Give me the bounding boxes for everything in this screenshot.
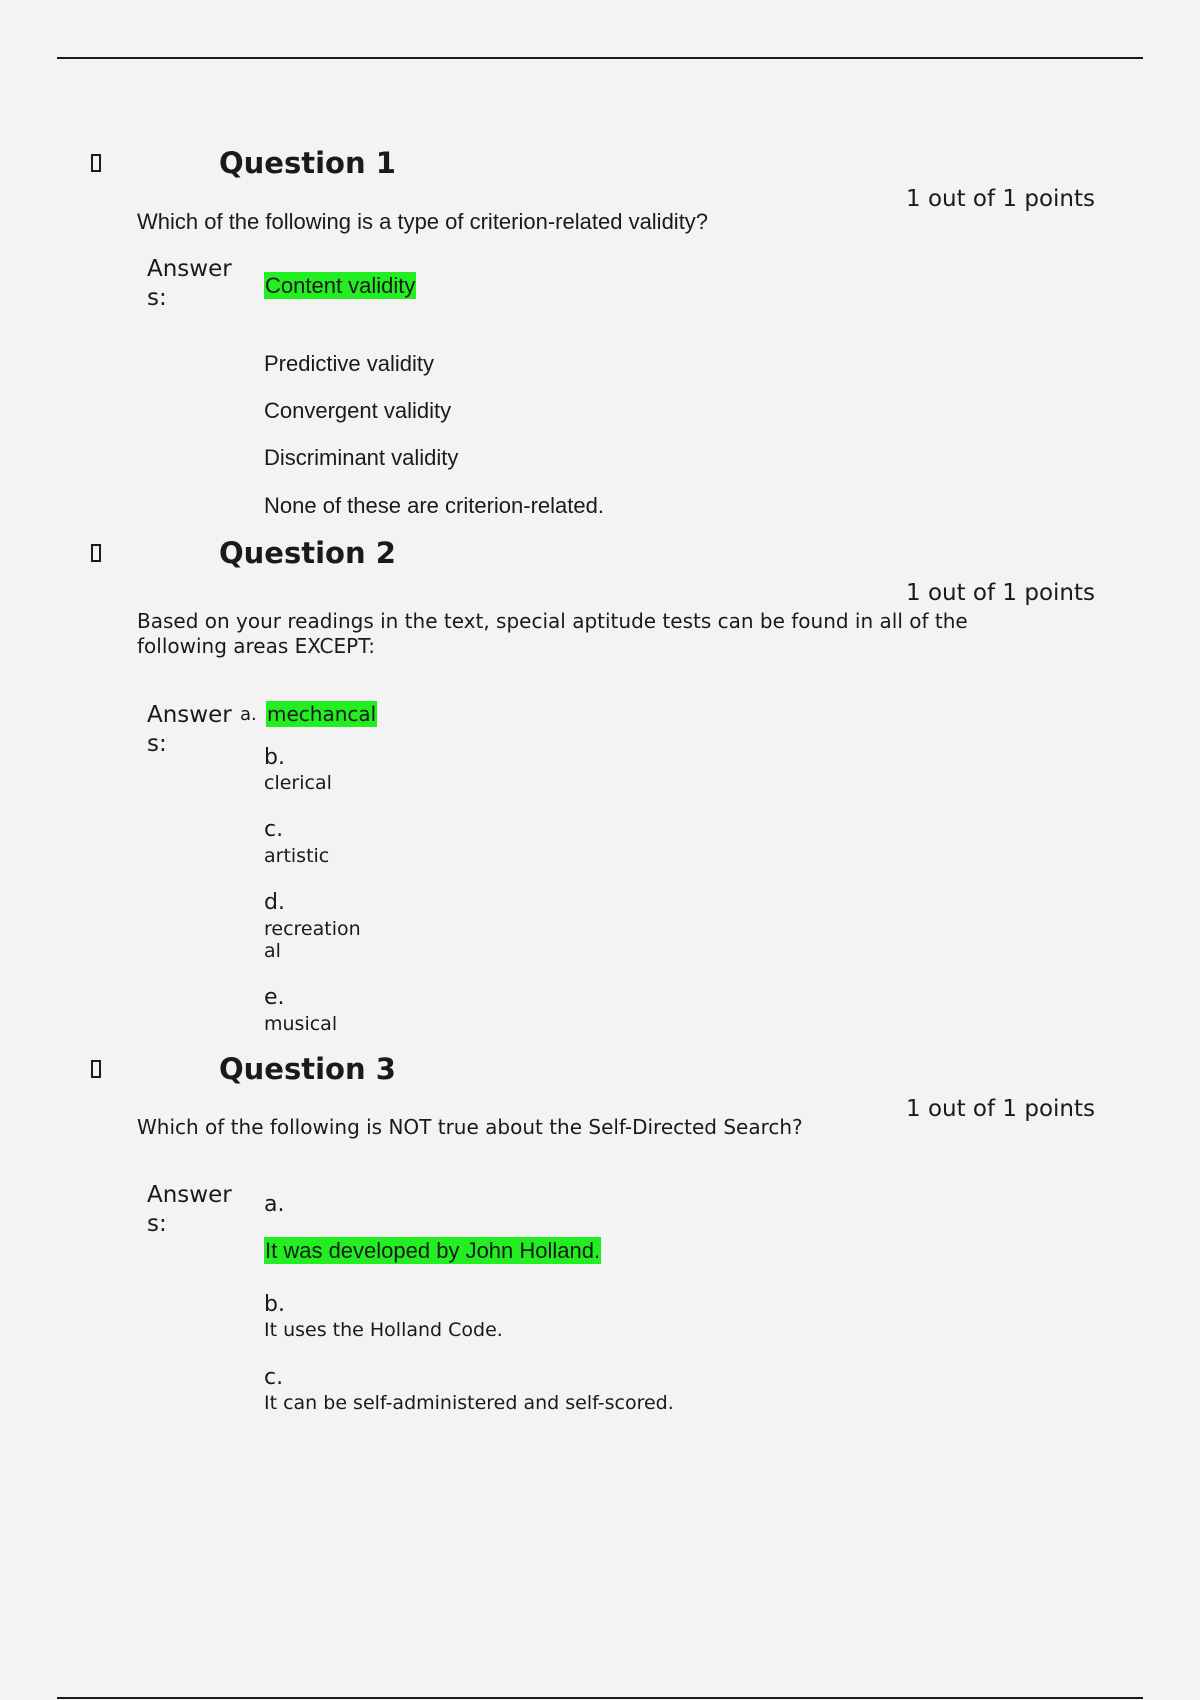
answers-label: Answer s: xyxy=(147,256,232,311)
answer-option[interactable]: musical xyxy=(264,1013,338,1035)
points-score: 1 out of 1 points xyxy=(906,1096,1095,1122)
question-text: Based on your readings in the text, special aptitude tests can be found in all of the following areas EXCEPT: xyxy=(137,609,968,658)
question-title: Question 2 xyxy=(219,536,396,570)
answer-option-selected[interactable]: mechancal xyxy=(267,702,377,726)
question-title: Question 1 xyxy=(219,146,396,180)
answers-label: Answer s: xyxy=(147,702,232,757)
answer-option[interactable]: Discriminant validity xyxy=(264,445,459,470)
option-letter: b. xyxy=(264,1292,285,1317)
option-letter: e. xyxy=(264,985,285,1010)
points-score: 1 out of 1 points xyxy=(906,580,1095,606)
answer-option[interactable]: clerical xyxy=(264,772,332,794)
option-letter: d. xyxy=(264,890,285,915)
answers-label: Answer s: xyxy=(147,1182,232,1237)
question-title: Question 3 xyxy=(219,1052,396,1086)
option-letter: c. xyxy=(264,1365,284,1390)
points-score: 1 out of 1 points xyxy=(906,186,1095,212)
top-rule xyxy=(57,57,1143,59)
option-letter: a. xyxy=(264,1192,285,1217)
question-marker-icon xyxy=(91,1060,101,1078)
question-text: Which of the following is a type of criterion-related validity? xyxy=(137,209,709,234)
answer-option[interactable]: None of these are criterion-related. xyxy=(264,493,604,518)
bottom-rule xyxy=(57,1697,1143,1699)
question-marker-icon xyxy=(91,544,101,562)
option-letter: a. xyxy=(240,704,257,725)
question-marker-icon xyxy=(91,154,101,172)
answer-option[interactable]: Convergent validity xyxy=(264,398,452,423)
answer-option[interactable]: artistic xyxy=(264,845,330,867)
option-letter: b. xyxy=(264,745,285,770)
answer-option[interactable]: It can be self-administered and self-scored. xyxy=(264,1392,674,1414)
answer-option[interactable]: recreation al xyxy=(264,918,361,962)
answer-option[interactable]: It uses the Holland Code. xyxy=(264,1319,503,1341)
answer-option[interactable]: Predictive validity xyxy=(264,351,434,376)
answer-option-selected[interactable]: It was developed by John Holland. xyxy=(265,1238,601,1263)
answer-option-selected[interactable]: Content validity xyxy=(265,273,416,298)
question-text: Which of the following is NOT true about the Self-Directed Search? xyxy=(137,1115,803,1139)
option-letter: c. xyxy=(264,817,284,842)
